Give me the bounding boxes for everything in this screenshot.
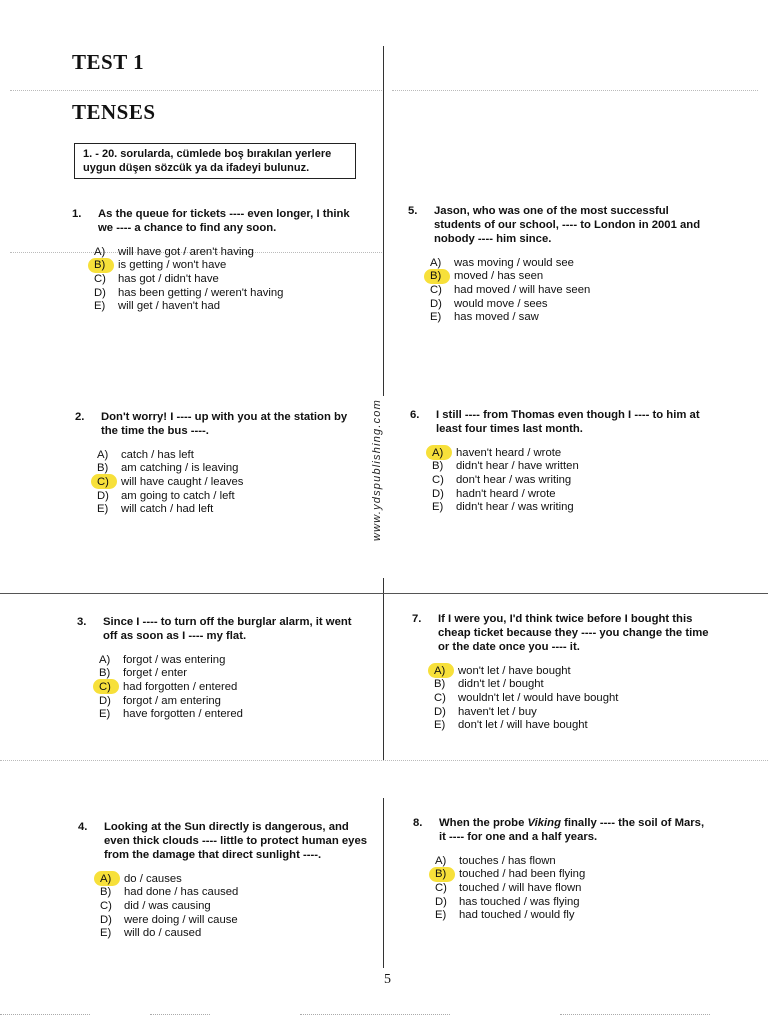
scan-noise xyxy=(300,1014,450,1021)
answer-option xyxy=(100,872,368,886)
option-text: haven't let / buy xyxy=(458,705,537,718)
option-letter: C) xyxy=(430,283,442,296)
question-text: Don't worry! I ---- up with you at the station by the time the bus ----. xyxy=(101,411,348,437)
question-number: 7. xyxy=(412,613,422,625)
option-text: had done / has caused xyxy=(124,886,239,899)
option-text: will have got / aren't having xyxy=(118,245,254,258)
option-text: didn't hear / was writing xyxy=(456,501,574,514)
answer-option xyxy=(432,460,710,474)
answer-option xyxy=(100,886,368,900)
answer-option xyxy=(430,310,708,324)
question-number: 5. xyxy=(408,205,418,217)
answer-option xyxy=(100,913,368,927)
option-letter: A) xyxy=(434,664,446,677)
option-letter: B) xyxy=(434,678,446,691)
question-text-part: finally ---- the soil of Mars, it ---- for one and a half years. xyxy=(439,817,705,843)
option-letter: A) xyxy=(97,448,109,461)
option-letter: C) xyxy=(434,691,446,704)
option-letter: A) xyxy=(435,854,447,867)
question-6 xyxy=(410,408,710,514)
option-letter: D) xyxy=(94,286,106,299)
option-text: touched / will have flown xyxy=(459,881,582,894)
option-letter: E) xyxy=(435,909,447,922)
options-list xyxy=(99,653,367,721)
answer-option xyxy=(99,680,367,694)
answer-option xyxy=(99,694,367,708)
option-text: had moved / will have seen xyxy=(454,283,591,296)
option-text: has been getting / weren't having xyxy=(118,286,284,299)
options-list xyxy=(435,854,713,922)
option-letter: B) xyxy=(100,886,112,899)
question-stem xyxy=(408,204,708,246)
option-letter: D) xyxy=(97,489,109,502)
question-stem xyxy=(72,207,362,235)
option-text: am catching / is leaving xyxy=(121,462,239,475)
question-stem xyxy=(75,410,365,438)
option-text: had forgotten / entered xyxy=(123,680,238,693)
option-letter: A) xyxy=(99,653,111,666)
option-letter: E) xyxy=(97,503,109,516)
answer-option xyxy=(97,489,365,503)
option-text: hadn't heard / wrote xyxy=(456,487,556,500)
question-stem xyxy=(77,615,367,643)
option-letter: E) xyxy=(94,300,106,313)
option-letter: B) xyxy=(97,462,109,475)
answer-option xyxy=(432,487,710,501)
options-list xyxy=(434,664,712,732)
option-letter: B) xyxy=(99,667,111,680)
question-stem xyxy=(412,612,712,654)
question-text xyxy=(439,816,713,844)
question-number: 3. xyxy=(77,616,87,628)
scan-noise xyxy=(0,1014,90,1021)
option-letter: B) xyxy=(430,270,442,283)
answer-option xyxy=(94,286,362,300)
question-7 xyxy=(412,612,712,732)
answer-option xyxy=(97,475,365,489)
question-4 xyxy=(78,820,368,940)
question-text: As the queue for tickets ---- even longer, I think we ---- a chance to find any soon. xyxy=(98,208,350,234)
option-text: will do / caused xyxy=(124,927,202,940)
option-letter: A) xyxy=(432,446,444,459)
header-divider xyxy=(10,90,382,91)
answer-option xyxy=(432,446,710,460)
answer-option xyxy=(434,691,712,705)
options-list xyxy=(100,872,368,940)
separator-solid xyxy=(0,593,768,594)
option-letter: A) xyxy=(430,256,442,269)
options-list xyxy=(97,448,365,516)
options-list xyxy=(94,245,362,313)
question-stem xyxy=(410,408,710,436)
answer-option xyxy=(97,462,365,476)
option-letter: E) xyxy=(99,708,111,721)
option-letter: C) xyxy=(99,680,111,693)
instruction-box: 1. - 20. sorularda, cümlede boş bırakılan yerlere uygun düşen sözcük ya da ifadeyi bulunuz. xyxy=(74,143,356,179)
option-text: didn't hear / have written xyxy=(456,460,579,473)
column-divider-top xyxy=(383,46,384,396)
answer-option xyxy=(432,473,710,487)
option-text: will have caught / leaves xyxy=(121,475,244,488)
option-letter: A) xyxy=(100,872,112,885)
option-text: won't let / have bought xyxy=(458,664,571,677)
question-number: 1. xyxy=(72,208,82,220)
question-text: Since I ---- to turn off the burglar alarm, it went off as soon as I ---- my flat. xyxy=(103,616,352,642)
column-divider-bottom xyxy=(383,798,384,968)
option-letter: D) xyxy=(100,913,112,926)
option-text: do / causes xyxy=(124,872,182,885)
question-8 xyxy=(413,816,713,922)
answer-option xyxy=(99,667,367,681)
scan-noise xyxy=(150,1014,210,1021)
option-text: don't hear / was writing xyxy=(456,473,572,486)
option-letter: E) xyxy=(430,311,442,324)
question-number: 4. xyxy=(78,821,88,833)
option-text: touched / had been flying xyxy=(459,868,586,881)
question-number: 8. xyxy=(413,817,423,829)
option-letter: E) xyxy=(432,501,444,514)
option-letter: C) xyxy=(435,881,447,894)
option-letter: E) xyxy=(434,719,446,732)
question-number: 2. xyxy=(75,411,85,423)
answer-option xyxy=(435,895,713,909)
option-letter: D) xyxy=(432,487,444,500)
answer-option xyxy=(435,881,713,895)
question-text: Looking at the Sun directly is dangerous, and even thick clouds ---- little to protect human eyes from the damage that direct sunlight ----. xyxy=(104,821,368,861)
option-text: don't let / will have bought xyxy=(458,719,588,732)
header-divider-right xyxy=(392,90,758,91)
option-text: didn't let / bought xyxy=(458,678,544,691)
question-1 xyxy=(72,207,362,313)
options-list xyxy=(432,446,710,514)
answer-option xyxy=(97,502,365,516)
option-text: forgot / was entering xyxy=(123,653,226,666)
separator xyxy=(0,760,768,761)
option-text: forgot / am entering xyxy=(123,694,221,707)
answer-option xyxy=(100,926,368,940)
answer-option xyxy=(434,705,712,719)
answer-option xyxy=(435,908,713,922)
page-number: 5 xyxy=(384,972,391,987)
answer-option xyxy=(94,245,362,259)
option-text: did / was causing xyxy=(124,899,211,912)
option-text: will catch / had left xyxy=(121,503,214,516)
question-text-part: When the probe xyxy=(439,817,528,829)
column-divider-mid xyxy=(383,578,384,760)
option-text: has moved / saw xyxy=(454,311,539,324)
answer-option xyxy=(434,678,712,692)
option-letter: D) xyxy=(435,895,447,908)
answer-option xyxy=(99,707,367,721)
option-letter: C) xyxy=(432,473,444,486)
section-title: TENSES xyxy=(72,100,156,124)
answer-option xyxy=(94,299,362,313)
question-text-italic: Viking xyxy=(527,817,561,829)
option-letter: B) xyxy=(94,259,106,272)
option-letter: D) xyxy=(99,694,111,707)
question-stem xyxy=(413,816,713,844)
option-text: have forgotten / entered xyxy=(123,708,243,721)
answer-option xyxy=(100,899,368,913)
answer-option xyxy=(97,448,365,462)
option-letter: B) xyxy=(432,460,444,473)
option-text: was moving / would see xyxy=(454,256,574,269)
option-text: haven't heard / wrote xyxy=(456,446,562,459)
answer-option xyxy=(434,718,712,732)
answer-option xyxy=(430,256,708,270)
answer-option xyxy=(94,272,362,286)
option-letter: E) xyxy=(100,927,112,940)
question-stem xyxy=(78,820,368,862)
test-title: TEST 1 xyxy=(72,50,145,74)
option-text: catch / has left xyxy=(121,448,194,461)
option-letter: C) xyxy=(94,272,106,285)
question-text: I still ---- from Thomas even though I ---- to him at least four times last month. xyxy=(436,409,700,435)
option-text: is getting / won't have xyxy=(118,259,227,272)
option-text: were doing / will cause xyxy=(124,913,238,926)
question-5 xyxy=(408,204,708,324)
scan-noise xyxy=(560,1014,710,1021)
option-text: am going to catch / left xyxy=(121,489,235,502)
option-text: had touched / would fly xyxy=(459,909,575,922)
question-number: 6. xyxy=(410,409,420,421)
answer-option xyxy=(435,854,713,868)
option-text: touches / has flown xyxy=(459,854,556,867)
question-text: Jason, who was one of the most successful students of our school, ---- to London in 2001 and nobody ---- him since. xyxy=(434,205,701,245)
answer-option xyxy=(434,664,712,678)
option-letter: C) xyxy=(97,475,109,488)
answer-option xyxy=(99,653,367,667)
option-text: would move / sees xyxy=(454,297,548,310)
option-letter: C) xyxy=(100,899,112,912)
question-3 xyxy=(77,615,367,721)
answer-option xyxy=(94,259,362,273)
answer-option xyxy=(430,283,708,297)
answer-option xyxy=(430,270,708,284)
answer-option xyxy=(435,868,713,882)
option-text: moved / has seen xyxy=(454,270,544,283)
question-text: If I were you, I'd think twice before I bought this cheap ticket because they ---- you change the time or the date once you ---- it. xyxy=(438,613,709,653)
site-watermark: www.ydspublishing.com xyxy=(371,399,383,541)
option-text: will get / haven't had xyxy=(118,300,221,313)
option-letter: A) xyxy=(94,245,106,258)
option-text: has got / didn't have xyxy=(118,272,219,285)
question-2 xyxy=(75,410,365,516)
option-letter: B) xyxy=(435,868,447,881)
option-letter: D) xyxy=(430,297,442,310)
option-text: has touched / was flying xyxy=(459,895,580,908)
answer-option xyxy=(430,297,708,311)
options-list xyxy=(430,256,708,324)
option-text: forget / enter xyxy=(123,667,188,680)
option-letter: D) xyxy=(434,705,446,718)
answer-option xyxy=(432,500,710,514)
option-text: wouldn't let / would have bought xyxy=(458,691,619,704)
